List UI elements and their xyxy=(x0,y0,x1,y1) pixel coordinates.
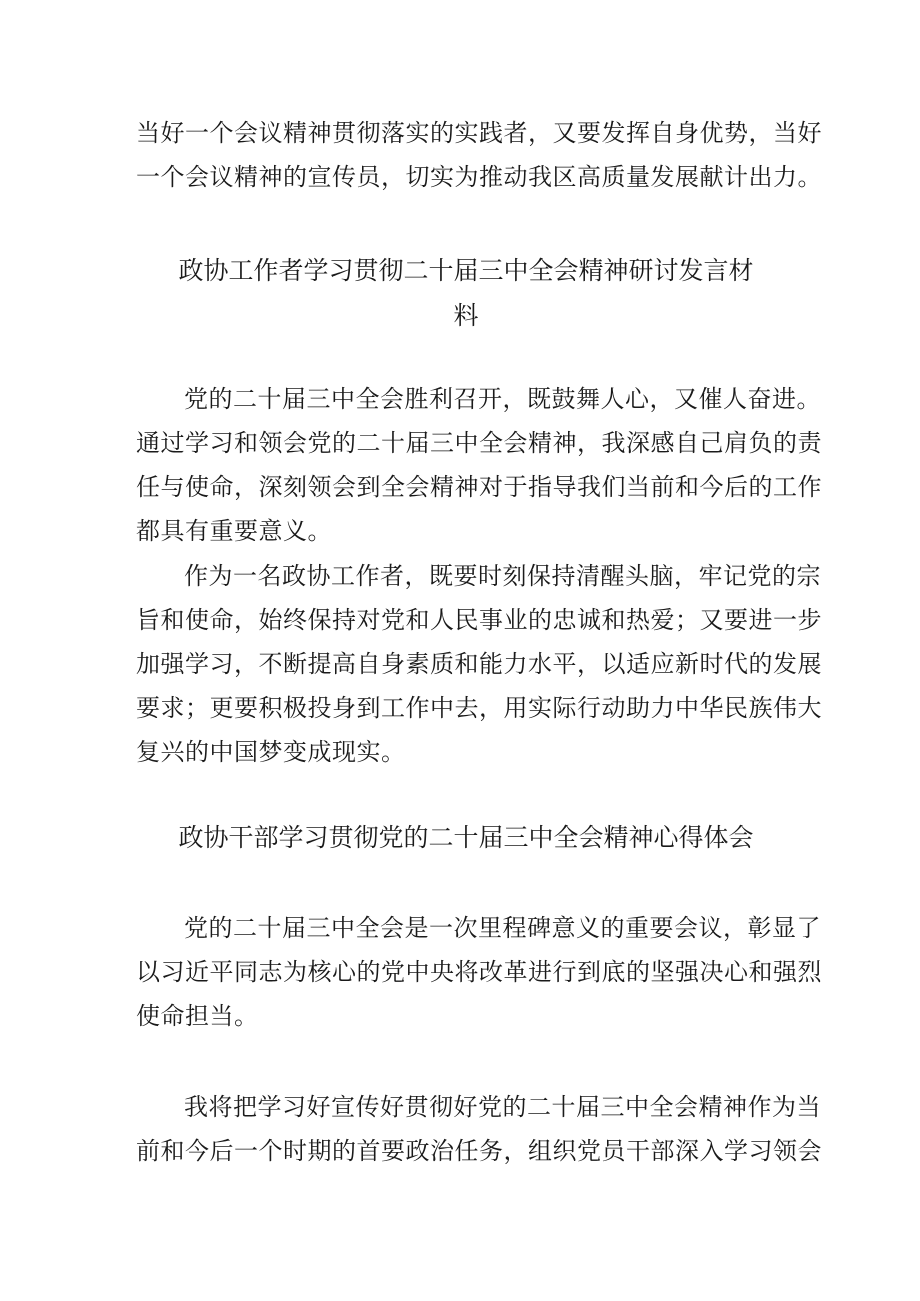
section1-para2-line-2: 旨和使命，始终保持对党和人民事业的忠诚和热爱；又要进一步 xyxy=(136,606,822,634)
section2-para2-line-2: 前和今后一个时期的首要政治任务，组织党员干部深入学习领会 xyxy=(136,1137,822,1165)
section1-para1-line-3: 任与使命，深刻领会到全会精神对于指导我们当前和今后的工作 xyxy=(136,473,822,501)
section2-para2-line-1: 我将把学习好宣传好贯彻好党的二十届三中全会精神作为当 xyxy=(184,1093,821,1121)
section2-para1-line-1: 党的二十届三中全会是一次里程碑意义的重要会议，彰显了 xyxy=(184,914,821,942)
intro-line-2: 一个会议精神的宣传员，切实为推动我区高质量发展献计出力。 xyxy=(136,163,822,191)
section1-para1-line-1: 党的二十届三中全会胜利召开，既鼓舞人心，又催人奋进。 xyxy=(184,385,821,413)
section1-para2-line-5: 复兴的中国梦变成现实。 xyxy=(136,738,406,766)
section1-para2-line-3: 加强学习，不断提高自身素质和能力水平，以适应新时代的发展 xyxy=(136,650,822,678)
section1-para1-line-2: 通过学习和领会党的二十届三中全会精神，我深感自己肩负的责 xyxy=(136,429,822,457)
section1-para2-line-4: 要求；更要积极投身到工作中去，用实际行动助力中华民族伟大 xyxy=(136,694,822,722)
intro-line-1: 当好一个会议精神贯彻落实的实践者，又要发挥自身优势，当好 xyxy=(136,119,822,147)
section2-para1-line-3: 使命担当。 xyxy=(136,1002,259,1030)
section1-para2-line-1: 作为一名政协工作者，既要时刻保持清醒头脑，牢记党的宗 xyxy=(184,562,821,590)
section1-title-line-2: 料 xyxy=(453,301,479,330)
section2-title: 政协干部学习贯彻党的二十届三中全会精神心得体会 xyxy=(178,823,754,852)
section1-para1-line-4: 都具有重要意义。 xyxy=(136,517,332,545)
section1-title-line-1: 政协工作者学习贯彻二十届三中全会精神研讨发言材 xyxy=(178,256,754,285)
section2-para1-line-2: 以习近平同志为核心的党中央将改革进行到底的坚强决心和强烈 xyxy=(136,958,822,986)
